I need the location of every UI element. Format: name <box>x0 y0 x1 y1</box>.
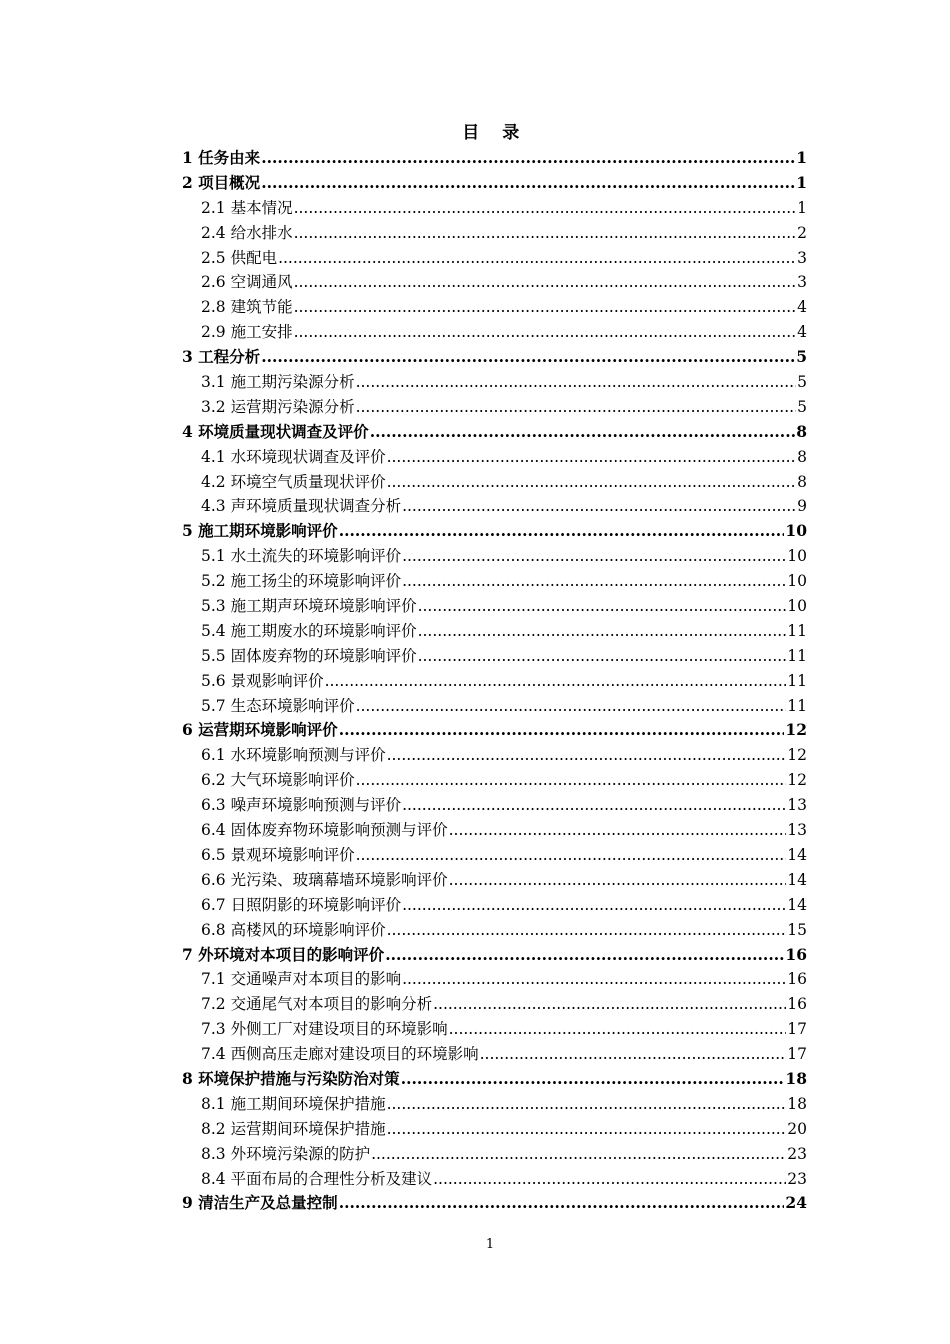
toc-entry-label: 7.2 交通尾气对本项目的影响分析 <box>201 995 433 1014</box>
toc-entry-label: 2 项目概况 <box>182 172 261 192</box>
toc-dot-leader <box>402 544 786 569</box>
toc-entry-page-number: 3 <box>797 273 807 292</box>
toc-entry-label: 5.6 景观影响评价 <box>201 671 324 690</box>
toc-chapter-entry[interactable] <box>182 1067 807 1092</box>
toc-chapter-entry[interactable] <box>182 943 807 968</box>
toc-entry-page-number: 1 <box>796 148 807 167</box>
toc-section-entry[interactable] <box>182 743 807 768</box>
toc-section-entry[interactable] <box>182 370 807 395</box>
toc-entry-page-number: 3 <box>797 248 807 267</box>
toc-entry-page-number: 5 <box>796 347 807 367</box>
toc-section-entry[interactable] <box>182 669 807 694</box>
toc-entry-label: 5.4 施工期废水的环境影响评价 <box>201 621 417 640</box>
toc-entry-page-number: 4 <box>797 298 807 317</box>
toc-dot-leader <box>371 1142 786 1167</box>
toc-section-entry[interactable] <box>182 694 807 719</box>
toc-entry-page-number: 16 <box>785 944 807 964</box>
toc-section-entry[interactable] <box>182 992 807 1017</box>
toc-section-entry[interactable] <box>182 843 807 868</box>
toc-entry-label: 8.2 运营期间环境保护措施 <box>201 1119 386 1138</box>
toc-section-entry[interactable] <box>182 1117 807 1142</box>
toc-entry-page-number: 13 <box>787 821 807 840</box>
toc-section-entry[interactable] <box>182 544 807 569</box>
toc-entry-page-number: 17 <box>787 1045 807 1064</box>
toc-entry-page-number: 8 <box>797 447 807 466</box>
toc-dot-leader <box>356 370 797 395</box>
toc-entry-page-number: 8 <box>796 421 807 441</box>
toc-dot-leader <box>449 1017 787 1042</box>
table-of-contents <box>182 146 807 1216</box>
toc-section-entry[interactable] <box>182 569 807 594</box>
toc-dot-leader <box>418 644 787 669</box>
toc-dot-leader <box>480 1042 787 1067</box>
toc-dot-leader <box>339 519 785 544</box>
toc-section-entry[interactable] <box>182 221 807 246</box>
toc-entry-page-number: 8 <box>797 472 807 491</box>
toc-entry-label: 5.7 生态环境影响评价 <box>201 696 355 715</box>
toc-section-entry[interactable] <box>182 295 807 320</box>
toc-section-entry[interactable] <box>182 445 807 470</box>
toc-entry-label: 4.3 声环境质量现状调查分析 <box>201 497 402 516</box>
toc-dot-leader <box>387 1092 787 1117</box>
toc-section-entry[interactable] <box>182 1142 807 1167</box>
toc-entry-page-number: 9 <box>797 497 807 516</box>
toc-entry-label: 6.8 高楼风的环境影响评价 <box>201 920 386 939</box>
toc-dot-leader <box>402 494 796 519</box>
toc-entry-label: 6.5 景观环境影响评价 <box>201 845 355 864</box>
toc-entry-label: 2.9 施工安排 <box>201 323 293 342</box>
toc-dot-leader <box>449 868 787 893</box>
toc-entry-label: 4 环境质量现状调查及评价 <box>182 421 369 441</box>
toc-dot-leader <box>339 1191 785 1216</box>
toc-dot-leader <box>387 918 787 943</box>
toc-entry-label: 7.3 外侧工厂对建设项目的环境影响 <box>201 1020 448 1039</box>
toc-entry-page-number: 23 <box>787 1144 807 1163</box>
toc-dot-leader <box>294 295 797 320</box>
toc-entry-page-number: 5 <box>797 397 807 416</box>
toc-entry-page-number: 10 <box>787 572 807 591</box>
toc-section-entry[interactable] <box>182 1042 807 1067</box>
toc-dot-leader <box>356 694 787 719</box>
toc-section-entry[interactable] <box>182 470 807 495</box>
toc-section-entry[interactable] <box>182 918 807 943</box>
toc-section-entry[interactable] <box>182 768 807 793</box>
toc-title: 目 录 <box>462 123 528 143</box>
toc-entry-label: 5.1 水土流失的环境影响评价 <box>201 547 402 566</box>
toc-dot-leader <box>402 793 786 818</box>
toc-entry-label: 6.6 光污染、玻璃幕墙环境影响评价 <box>201 870 448 889</box>
toc-chapter-entry[interactable] <box>182 519 807 544</box>
toc-entry-label: 8.1 施工期间环境保护措施 <box>201 1094 386 1113</box>
toc-dot-leader <box>402 893 786 918</box>
toc-entry-page-number: 15 <box>787 920 807 939</box>
toc-entry-label: 2.8 建筑节能 <box>201 298 293 317</box>
toc-entry-label: 7.1 交通噪声对本项目的影响 <box>201 970 402 989</box>
toc-chapter-entry[interactable] <box>182 171 807 196</box>
toc-entry-page-number: 11 <box>787 671 807 690</box>
toc-dot-leader <box>387 743 787 768</box>
toc-chapter-entry[interactable] <box>182 718 807 743</box>
toc-section-entry[interactable] <box>182 893 807 918</box>
toc-dot-leader <box>356 843 787 868</box>
toc-entry-label: 6 运营期环境影响评价 <box>182 720 338 740</box>
toc-entry-label: 3.2 运营期污染源分析 <box>201 397 355 416</box>
toc-section-entry[interactable] <box>182 320 807 345</box>
toc-dot-leader <box>261 345 795 370</box>
toc-dot-leader <box>385 943 784 968</box>
toc-section-entry[interactable] <box>182 246 807 271</box>
toc-dot-leader <box>387 445 797 470</box>
toc-entry-label: 6.7 日照阴影的环境影响评价 <box>201 895 402 914</box>
toc-entry-page-number: 24 <box>785 1193 807 1213</box>
toc-entry-page-number: 10 <box>787 597 807 616</box>
toc-entry-page-number: 1 <box>797 198 807 217</box>
toc-entry-page-number: 10 <box>787 547 807 566</box>
toc-dot-leader <box>325 669 787 694</box>
toc-dot-leader <box>294 320 797 345</box>
toc-section-entry[interactable] <box>182 793 807 818</box>
toc-entry-page-number: 16 <box>787 970 807 989</box>
toc-entry-page-number: 18 <box>787 1094 807 1113</box>
toc-entry-label: 2.5 供配电 <box>201 248 278 267</box>
page-number: 1 <box>485 1237 495 1252</box>
toc-entry-label: 3.1 施工期污染源分析 <box>201 373 355 392</box>
toc-section-entry[interactable] <box>182 594 807 619</box>
toc-entry-label: 8 环境保护措施与污染防治对策 <box>182 1068 400 1088</box>
toc-entry-page-number: 5 <box>797 373 807 392</box>
toc-entry-label: 5.3 施工期声环境环境影响评价 <box>201 597 417 616</box>
toc-entry-page-number: 23 <box>787 1169 807 1188</box>
toc-dot-leader <box>278 246 796 271</box>
toc-section-entry[interactable] <box>182 270 807 295</box>
toc-section-entry[interactable] <box>182 1167 807 1192</box>
toc-entry-page-number: 2 <box>797 223 807 242</box>
toc-entry-page-number: 16 <box>787 995 807 1014</box>
toc-entry-label: 6.2 大气环境影响评价 <box>201 771 355 790</box>
toc-section-entry[interactable] <box>182 395 807 420</box>
toc-chapter-entry[interactable] <box>182 420 807 445</box>
toc-dot-leader <box>294 196 797 221</box>
toc-entry-label: 2.6 空调通风 <box>201 273 293 292</box>
toc-entry-label: 8.4 平面布局的合理性分析及建议 <box>201 1169 433 1188</box>
toc-entry-page-number: 14 <box>787 845 807 864</box>
toc-entry-label: 6.1 水环境影响预测与评价 <box>201 746 386 765</box>
toc-entry-page-number: 12 <box>787 746 807 765</box>
toc-entry-label: 7 外环境对本项目的影响评价 <box>182 944 385 964</box>
toc-entry-page-number: 17 <box>787 1020 807 1039</box>
toc-entry-label: 1 任务由来 <box>182 148 261 167</box>
toc-entry-page-number: 12 <box>785 720 807 740</box>
toc-section-entry[interactable] <box>182 868 807 893</box>
toc-entry-page-number: 14 <box>787 870 807 889</box>
toc-section-entry[interactable] <box>182 967 807 992</box>
toc-dot-leader <box>418 619 787 644</box>
toc-section-entry[interactable] <box>182 644 807 669</box>
toc-entry-label: 5.2 施工扬尘的环境影响评价 <box>201 572 402 591</box>
toc-section-entry[interactable] <box>182 818 807 843</box>
toc-dot-leader <box>339 718 785 743</box>
toc-dot-leader <box>356 395 797 420</box>
toc-section-entry[interactable] <box>182 1092 807 1117</box>
toc-entry-page-number: 4 <box>797 323 807 342</box>
toc-entry-label: 5.5 固体废弃物的环境影响评价 <box>201 646 417 665</box>
toc-section-entry[interactable] <box>182 494 807 519</box>
toc-section-entry[interactable] <box>182 619 807 644</box>
toc-entry-label: 2.1 基本情况 <box>201 198 293 217</box>
toc-entry-label: 8.3 外环境污染源的防护 <box>201 1144 371 1163</box>
toc-dot-leader <box>387 470 797 495</box>
toc-dot-leader <box>294 270 797 295</box>
toc-entry-label: 5 施工期环境影响评价 <box>182 521 338 541</box>
toc-entry-label: 6.4 固体废弃物环境影响预测与评价 <box>201 821 448 840</box>
toc-dot-leader <box>261 171 795 196</box>
toc-entry-page-number: 12 <box>787 771 807 790</box>
toc-chapter-entry[interactable] <box>182 146 807 171</box>
toc-dot-leader <box>402 569 786 594</box>
toc-dot-leader <box>418 594 787 619</box>
toc-dot-leader <box>433 992 786 1017</box>
toc-dot-leader <box>387 1117 787 1142</box>
toc-entry-label: 4.1 水环境现状调查及评价 <box>201 447 386 466</box>
toc-entry-page-number: 11 <box>787 696 807 715</box>
toc-entry-label: 2.4 给水排水 <box>201 223 293 242</box>
toc-dot-leader <box>294 221 797 246</box>
toc-dot-leader <box>356 768 787 793</box>
toc-entry-page-number: 18 <box>785 1068 807 1088</box>
toc-dot-leader <box>402 967 786 992</box>
toc-section-entry[interactable] <box>182 196 807 221</box>
toc-dot-leader <box>449 818 787 843</box>
toc-section-entry[interactable] <box>182 1017 807 1042</box>
toc-chapter-entry[interactable] <box>182 1191 807 1216</box>
toc-dot-leader <box>261 146 795 171</box>
toc-entry-page-number: 11 <box>787 646 807 665</box>
toc-entry-label: 7.4 西侧高压走廊对建设项目的环境影响 <box>201 1045 479 1064</box>
toc-chapter-entry[interactable] <box>182 345 807 370</box>
toc-entry-page-number: 20 <box>787 1119 807 1138</box>
toc-entry-page-number: 10 <box>785 521 807 541</box>
toc-entry-label: 6.3 噪声环境影响预测与评价 <box>201 796 402 815</box>
toc-dot-leader <box>370 420 796 445</box>
toc-entry-label: 9 清洁生产及总量控制 <box>182 1193 338 1213</box>
toc-entry-page-number: 14 <box>787 895 807 914</box>
toc-entry-label: 4.2 环境空气质量现状评价 <box>201 472 386 491</box>
toc-dot-leader <box>401 1067 785 1092</box>
toc-entry-page-number: 13 <box>787 796 807 815</box>
toc-dot-leader <box>433 1167 786 1192</box>
toc-entry-page-number: 1 <box>796 172 807 192</box>
toc-entry-label: 3 工程分析 <box>182 347 261 367</box>
toc-entry-page-number: 11 <box>787 621 807 640</box>
